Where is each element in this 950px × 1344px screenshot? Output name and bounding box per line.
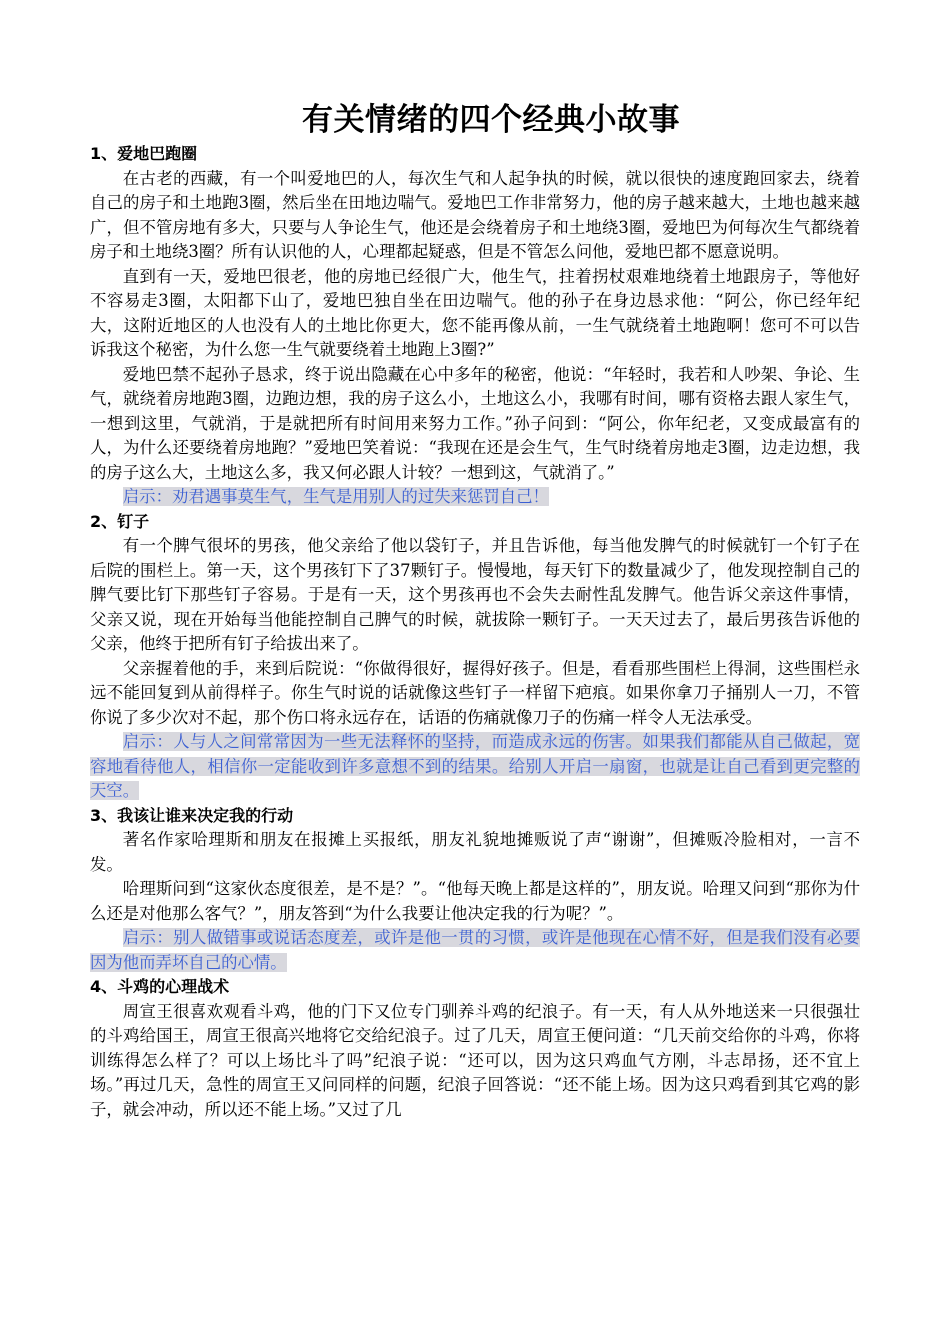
section-heading: 4、斗鸡的心理战术 <box>90 977 230 996</box>
story-paragraph: 直到有一天，爱地巴很老，他的房地已经很广大，他生气，拄着拐杖艰难地绕着土地跟房子，等他好不容易走3圈，太阳都下山了，爱地巴独自坐在田边喘气。他的孙子在身边恳求他：“阿公，你已经年纪大，这附近地区的人也没有人的土地比你更大，您不能再像从前，一生气就绕着土地跑啊！您可不可以告诉我这个秘密，为什么您一生气就要绕着土地跑上3圈?” <box>90 266 860 359</box>
story-paragraph: 周宣王很喜欢观看斗鸡，他的门下又位专门驯养斗鸡的纪浪子。有一天，有人从外地送来一只很强壮的斗鸡给国王，周宣王很高兴地将它交给纪浪子。过了几天，周宣王便问道：“几天前交给你的斗鸡，你将训练得怎么样了？可以上场比斗了吗”纪浪子说：“还可以，因为这只鸡血气方刚，斗志昂扬，还不宜上场。”再过几天，急性的周宣王又问同样的问题，纪浪子回答说：“还不能上场。因为这只鸡看到其它鸡的影子，就会冲动，所以还不能上场。”又过了几 <box>90 1001 860 1119</box>
story-paragraph: 哈理斯问到“这家伙态度很差，是不是？”。“他每天晚上都是这样的”，朋友说。哈理又问到“那你为什么还是对他那么客气？”，朋友答到“为什么我要让他决定我的行为呢？”。 <box>90 879 860 923</box>
story-section-4 <box>90 975 860 1122</box>
moral-hint-text: 启示：别人做错事或说话态度差，或许是他一贯的习惯，或许是他现在心情不好，但是我们没有必要因为他而弄坏自己的心情。 <box>90 928 860 972</box>
story-paragraph: 著名作家哈理斯和朋友在报摊上买报纸，朋友礼貌地摊贩说了声“谢谢”，但摊贩冷脸相对，一言不发。 <box>90 830 860 874</box>
story-section-1 <box>90 142 860 510</box>
section-heading: 1、爱地巴跑圈 <box>90 144 198 163</box>
document-page <box>90 100 860 1122</box>
document-title: 有关情绪的四个经典小故事 <box>302 102 680 138</box>
story-section-2 <box>90 510 860 804</box>
moral-hint <box>90 485 860 510</box>
story-paragraph: 父亲握着他的手，来到后院说：“你做得很好，握得好孩子。但是，看看那些围栏上得洞，这些围栏永远不能回复到从前得样子。你生气时说的话就像这些钉子一样留下疤痕。如果你拿刀子捅别人一刀，不管你说了多少次对不起，那个伤口将永远存在，话语的伤痛就像刀子的伤痛一样令人无法承受。 <box>90 658 860 727</box>
moral-hint-text: 启示：劝君遇事莫生气，生气是用别人的过失来惩罚自己！ <box>122 487 549 506</box>
moral-hint-text: 启示：人与人之间常常因为一些无法释怀的坚持，而造成永远的伤害。如果我们都能从自己做起，宽容地看待他人，相信你一定能收到许多意想不到的结果。给别人开启一扇窗，也就是让自己看到更完整的天空。 <box>90 732 860 800</box>
moral-hint <box>90 926 860 975</box>
section-heading: 3、我该让谁来决定我的行动 <box>90 805 294 825</box>
story-section-3 <box>90 804 860 976</box>
story-paragraph: 有一个脾气很坏的男孩，他父亲给了他以袋钉子，并且告诉他，每当他发脾气的时候就钉一个钉子在后院的围栏上。第一天，这个男孩钉下了37颗钉子。慢慢地，每天钉下的数量减少了，他发现控制自己的脾气要比钉下那些钉子容易。于是有一天，这个男孩再也不会失去耐性乱发脾气。他告诉父亲这件事情，父亲又说，现在开始每当他能控制自己脾气的时候，就拔除一颗钉子。一天天过去了，最后男孩告诉他的父亲，他终于把所有钉子给拔出来了。 <box>90 536 860 653</box>
story-paragraph: 在古老的西藏，有一个叫爱地巴的人，每次生气和人起争执的时候，就以很快的速度跑回家去，绕着自己的房子和土地跑3圈，然后坐在田地边喘气。爱地巴工作非常努力，他的房子越来越大，土地也越来越广，但不管房地有多大，只要与人争论生气，他还是会绕着房子和土地绕3圈，爱地巴为何每次生气都绕着房子和土地绕3圈？所有认识他的人，心理都起疑惑，但是不管怎么问他，爱地巴都不愿意说明。 <box>90 168 860 261</box>
story-paragraph: 爱地巴禁不起孙子恳求，终于说出隐藏在心中多年的秘密，他说：“年轻时，我若和人吵架、争论、生气，就绕着房地跑3圈，边跑边想，我的房子这么小，土地这么小，我哪有时间，哪有资格去跟人家生气，一想到这里，气就消，于是就把所有时间用来努力工作。”孙子问到：“阿公，你年纪老，又变成最富有的人，为什么还要绕着房地跑？”爱地巴笑着说：“我现在还是会生气，生气时绕着房地走3圈，边走边想，我的房子这么大，土地这么多，我又何必跟人计较？一想到这，气就消了。” <box>90 364 860 482</box>
moral-hint <box>90 730 860 804</box>
section-heading: 2、钉子 <box>90 511 150 531</box>
